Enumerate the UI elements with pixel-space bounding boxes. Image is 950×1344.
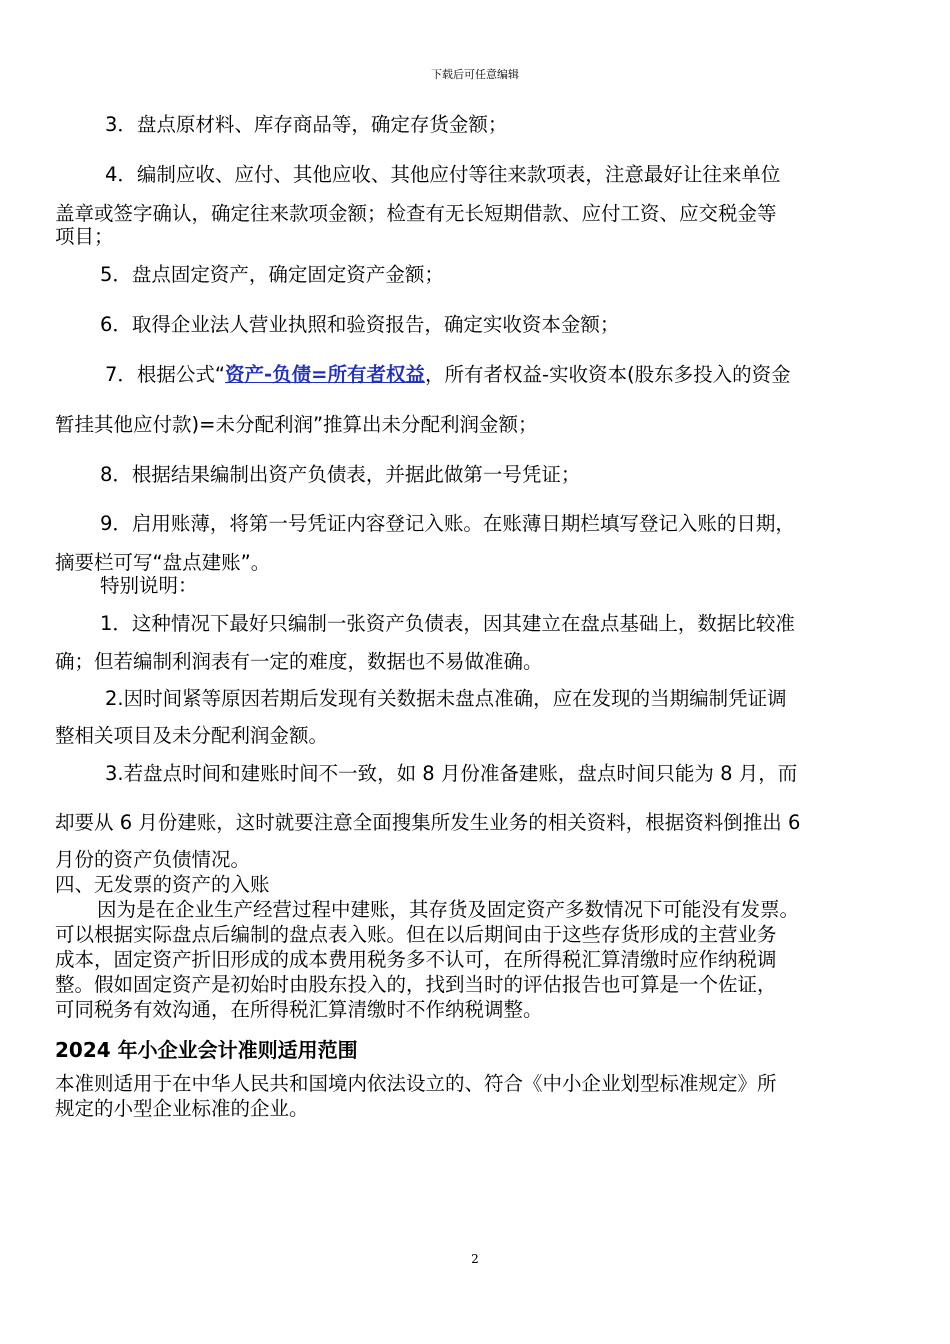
special-2-line-1: 2.因时间紧等原因若期后发现有关数据未盘点准确，应在发现的当期编制凭证调	[105, 687, 787, 710]
special-3-line-3: 月份的资产负债情况。	[55, 848, 251, 871]
item-8: 8．根据结果编制出资产负债表，并据此做第一号凭证；	[100, 463, 581, 486]
section-4-line-2: 可以根据实际盘点后编制的盘点表入账。但在以后期间由于这些存货形成的主营业务	[55, 923, 777, 946]
page-number: 2	[471, 1252, 479, 1266]
item-7-line-1	[105, 362, 950, 387]
section-2024-heading: 2024 年小企业会计准则适用范围	[55, 1038, 358, 1062]
item-7-suffix: ，所有者权益-实收资本(股东多投入的资金	[424, 363, 791, 386]
section-4-line-1: 因为是在企业生产经营过程中建账，其存货及固定资产多数情况下可能没有发票。	[97, 898, 800, 921]
special-1-line-1: 1．这种情况下最好只编制一张资产负债表，因其建立在盘点基础上，数据比较准	[100, 612, 795, 635]
section-2024-line-2: 规定的小型企业标准的企业。	[55, 1097, 309, 1120]
section-2024-line-1: 本准则适用于在中华人民共和国境内依法设立的、符合《中小企业划型标准规定》所	[55, 1072, 777, 1095]
item-4-line-1: 4．编制应收、应付、其他应收、其他应付等往来款项表，注意最好让往来单位	[105, 163, 781, 186]
page-header: 下载后可任意编辑	[431, 68, 519, 81]
item-3: 3．盘点原材料、库存商品等，确定存货金额；	[105, 113, 508, 136]
special-2-line-2: 整相关项目及未分配利润金额。	[55, 724, 329, 747]
item-7-prefix: 7．根据公式“	[105, 363, 226, 386]
special-3-line-1: 3.若盘点时间和建账时间不一致，如 8 月份准备建账，盘点时间只能为 8 月，而	[105, 762, 798, 785]
section-4-line-4: 整。假如固定资产是初始时由股东投入的，找到当时的评估报告也可算是一个佐证，	[55, 973, 777, 996]
item-5: 5．盘点固定资产，确定固定资产金额；	[100, 263, 444, 286]
special-title: 特别说明：	[100, 574, 198, 597]
special-1-line-2: 确；但若编制利润表有一定的难度，数据也不易做准确。	[55, 650, 543, 673]
section-4-line-5: 可同税务有效沟通，在所得税汇算清缴时不作纳税调整。	[55, 998, 543, 1021]
item-7-line-2: 暂挂其他应付款)=未分配利润”推算出未分配利润金额；	[55, 413, 538, 436]
item-4-line-2: 盖章或签字确认，确定往来款项金额；检查有无长短期借款、应付工资、应交税金等	[55, 202, 777, 225]
formula-link[interactable]: 资产-负债=所有者权益	[225, 363, 425, 386]
section-4-line-3: 成本，固定资产折旧形成的成本费用税务多不认可，在所得税汇算清缴时应作纳税调	[55, 948, 777, 971]
item-4-line-3: 项目；	[55, 225, 114, 248]
section-4-title: 四、无发票的资产的入账	[55, 873, 270, 896]
item-6: 6．取得企业法人营业执照和验资报告，确定实收资本金额；	[100, 313, 620, 336]
item-9-line-1: 9．启用账薄，将第一号凭证内容登记入账。在账薄日期栏填写登记入账的日期，	[100, 512, 795, 535]
special-3-line-2: 却要从 6 月份建账，这时就要注意全面搜集所发生业务的相关资料，根据资料倒推出 6	[55, 811, 801, 834]
item-9-line-2: 摘要栏可写“盘点建账”。	[55, 551, 271, 574]
